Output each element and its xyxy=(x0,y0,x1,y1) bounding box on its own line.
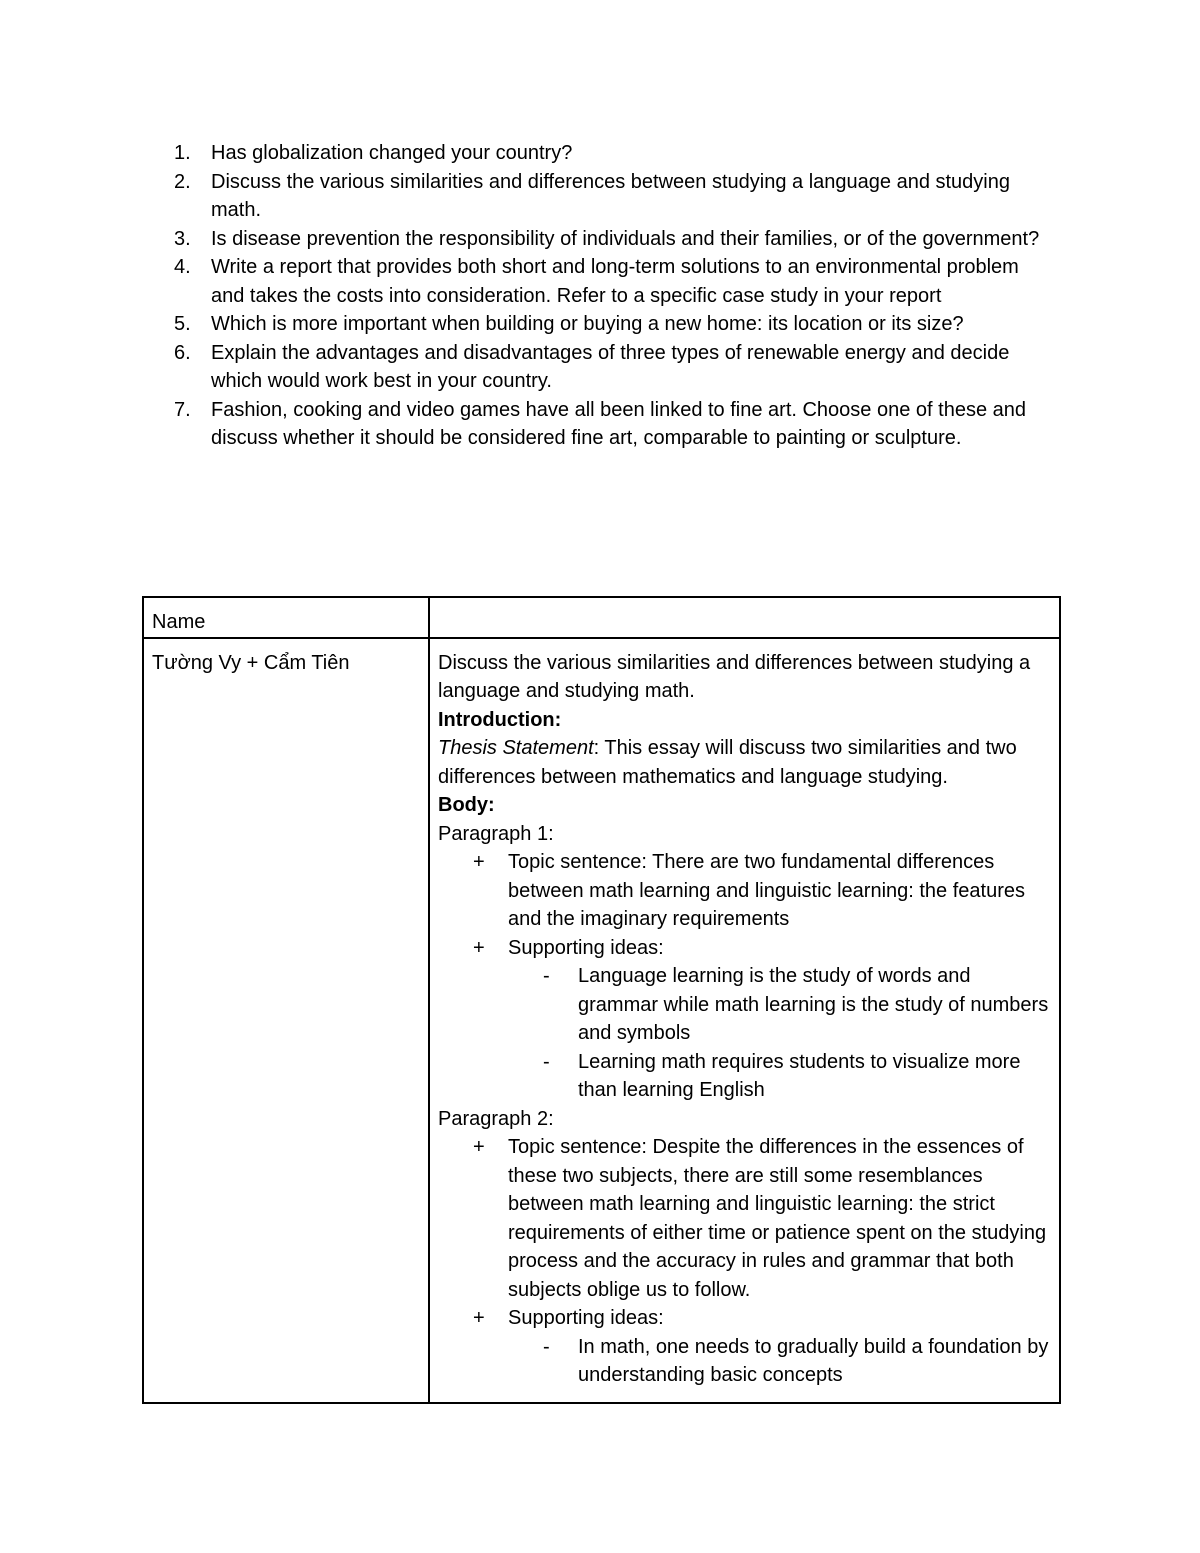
plus-bullet: + xyxy=(473,1136,485,1158)
question-list xyxy=(174,139,1054,453)
dash-bullet: - xyxy=(543,1335,550,1358)
topic-sentence: Topic sentence: There are two fundamental differences between math learning and linguistic learning: the features and the imaginary requirements xyxy=(508,851,1025,930)
student-names-cell: Tường Vy + Cẩm Tiên xyxy=(143,638,429,1403)
supporting-ideas-label: Supporting ideas: xyxy=(508,1307,664,1329)
list-item xyxy=(438,1133,1051,1304)
supporting-idea: Language learning is the study of words and grammar while math learning is the study of numbers and symbols xyxy=(578,965,1049,1044)
dash-bullet: - xyxy=(543,965,550,987)
supporting-idea: In math, one needs to gradually build a foundation by understanding basic concepts xyxy=(578,1335,1049,1386)
plus-bullet: + xyxy=(473,936,485,959)
list-number: 3. xyxy=(174,227,191,250)
list-number: 5. xyxy=(174,313,191,335)
topic-sentence: Topic sentence: Despite the differences in the essences of these two subjects, there are still some resemblances between math learning and linguistic learning: the strict requirements of either time or patience spent on the studying process and the accuracy in rules and grammar that both subjects oblige us to follow. xyxy=(508,1136,1047,1301)
question-text: Discuss the various similarities and differences between studying a language and studying math. xyxy=(211,170,1010,221)
supporting-ideas-label: Supporting ideas: xyxy=(508,936,664,959)
list-item xyxy=(174,396,1054,453)
thesis-label: Thesis Statement xyxy=(438,737,594,759)
paragraph-1-label: Paragraph 1: xyxy=(438,822,554,845)
body-heading: Body: xyxy=(438,794,495,816)
list-item xyxy=(438,962,1051,1048)
name-header-cell: Name xyxy=(143,597,429,638)
list-number: 2. xyxy=(174,170,191,193)
plus-bullet: + xyxy=(473,1307,485,1329)
list-number: 6. xyxy=(174,341,191,364)
table-row xyxy=(143,638,1060,1403)
list-item xyxy=(438,1304,1051,1333)
question-text: Which is more important when building or buying a new home: its location or its size? xyxy=(211,313,964,335)
list-number: 7. xyxy=(174,398,191,421)
thesis-text: : This essay will discuss two similarities and two differences between mathematics and language studying. xyxy=(438,737,1017,788)
plus-bullet: + xyxy=(473,851,485,873)
list-item xyxy=(438,1048,1051,1105)
question-text: Explain the advantages and disadvantages of three types of renewable energy and decide which would work best in your country. xyxy=(211,341,1010,392)
list-number: 1. xyxy=(174,142,191,164)
list-item xyxy=(438,848,1051,934)
list-item xyxy=(174,225,1054,254)
list-item xyxy=(438,1333,1051,1390)
list-number: 4. xyxy=(174,256,191,278)
introduction-heading: Introduction: xyxy=(438,708,562,731)
thesis-statement xyxy=(438,734,1051,791)
essay-topic: Discuss the various similarities and differences between studying a language and studying math. xyxy=(438,651,1031,702)
outline-cell xyxy=(429,638,1060,1403)
list-item xyxy=(174,168,1054,225)
paragraph-2-label: Paragraph 2: xyxy=(438,1107,554,1130)
list-item xyxy=(174,253,1054,310)
list-item xyxy=(438,934,1051,963)
list-item xyxy=(174,339,1054,396)
supporting-idea: Learning math requires students to visualize more than learning English xyxy=(578,1050,1021,1101)
list-item xyxy=(174,139,1054,168)
question-text: Write a report that provides both short and long-term solutions to an environmental problem and takes the costs into consideration. Refer to a specific case study in your report xyxy=(211,256,1019,307)
table-row xyxy=(143,597,1060,638)
question-text: Has globalization changed your country? xyxy=(211,142,573,164)
question-text: Fashion, cooking and video games have all been linked to fine art. Choose one of these and discuss whether it should be considered fine art, comparable to painting or sculpture. xyxy=(211,398,1026,449)
topic-header-cell xyxy=(429,597,1060,638)
essay-outline-table xyxy=(142,596,1061,1404)
list-item xyxy=(174,310,1054,339)
question-text: Is disease prevention the responsibility of individuals and their families, or of the government? xyxy=(211,227,1040,250)
dash-bullet: - xyxy=(543,1050,550,1073)
